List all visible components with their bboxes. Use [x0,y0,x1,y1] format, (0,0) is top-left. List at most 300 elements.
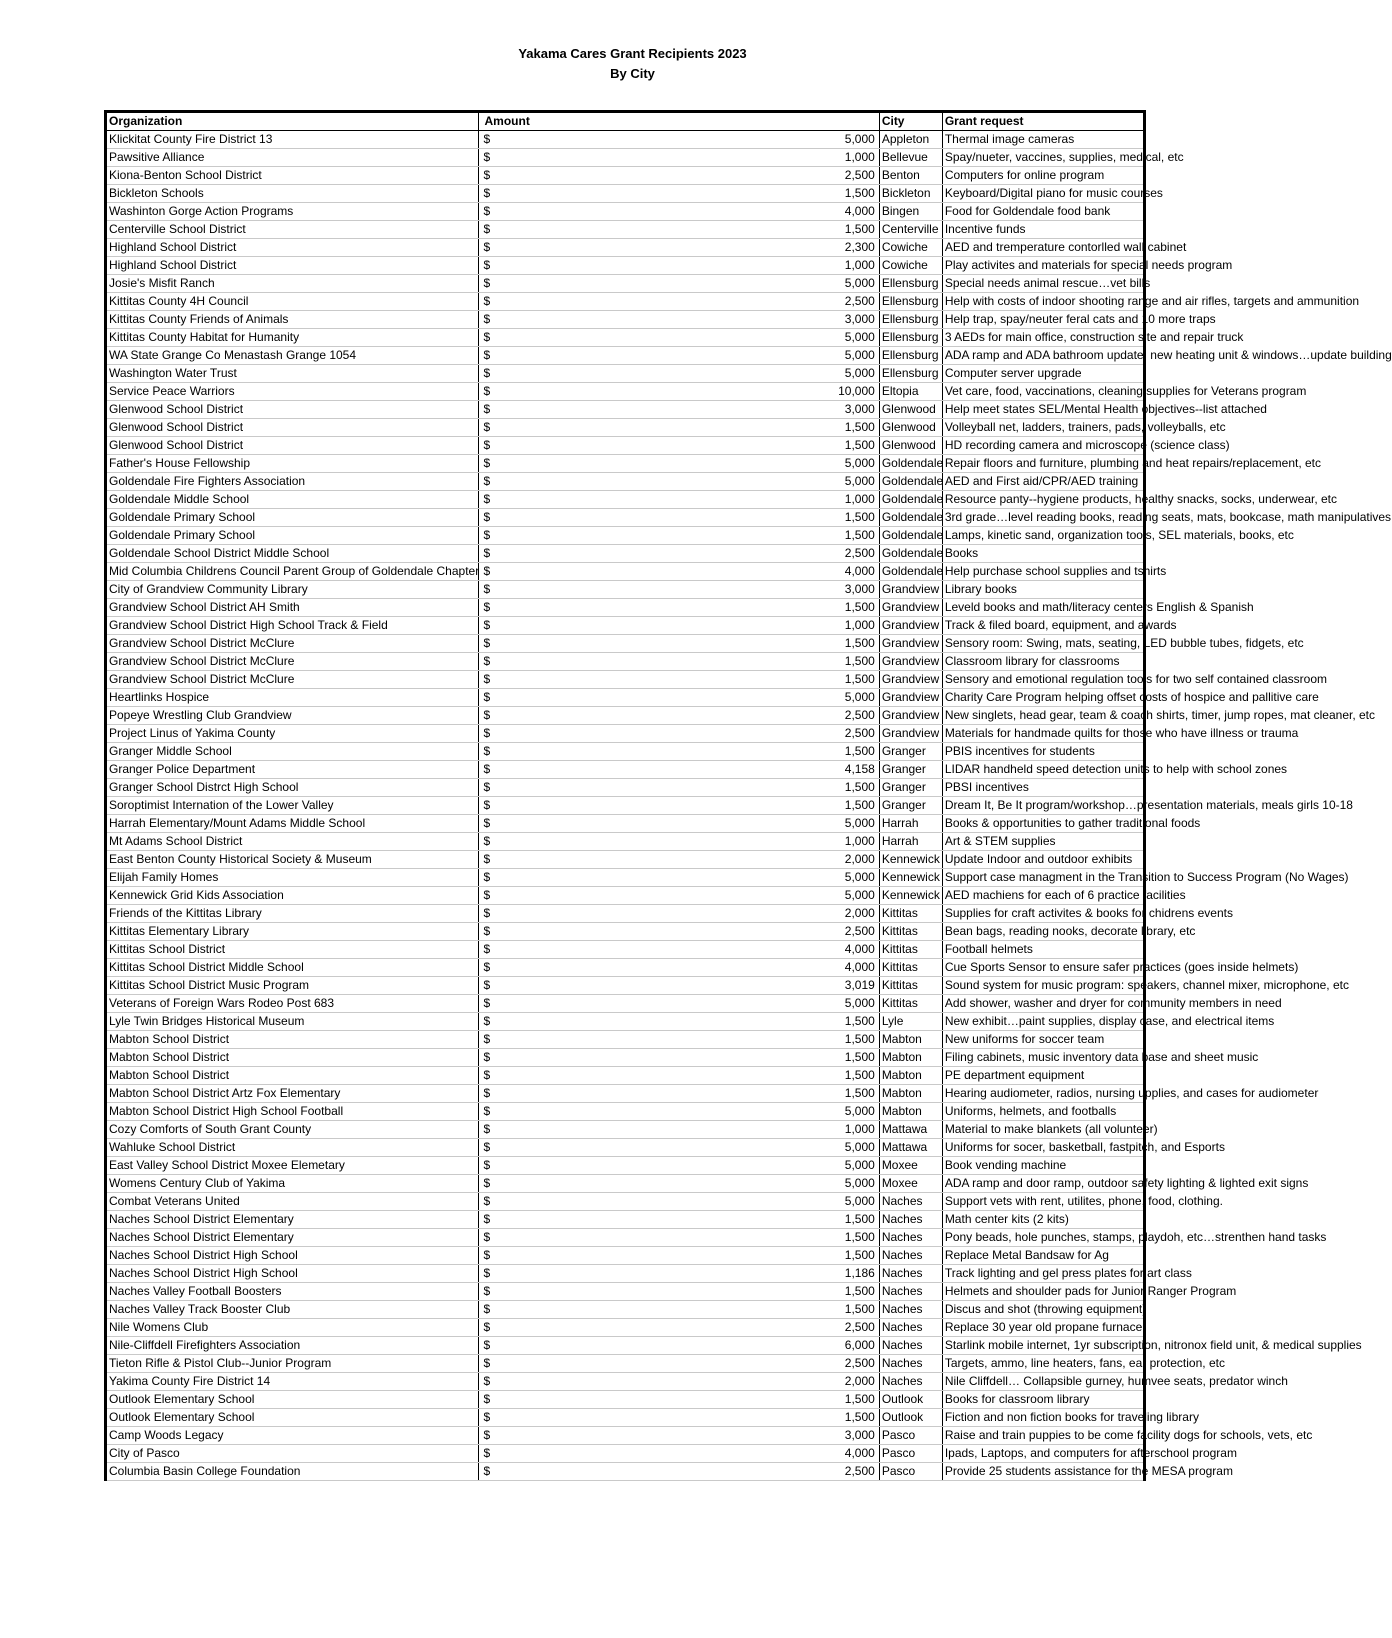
grant-request-cell: Volleyball net, ladders, trainers, pads, volleyballs, etc [942,419,1143,437]
table-row [107,149,1143,167]
city-cell: Naches [879,1193,942,1211]
city-cell: Mabton [879,1031,942,1049]
table-row [107,779,1143,797]
amount-cell: 1,000 [679,833,880,851]
header-organization: Organization [107,113,478,131]
amount-cell: 1,500 [679,1301,880,1319]
grant-request-cell: Support case managment in the Transition to Success Program (No Wages) [942,869,1143,887]
grant-request-cell: Targets, ammo, line heaters, fans, ear protection, etc [942,1355,1143,1373]
organization-cell: Grandview School District McClure [107,671,478,689]
city-cell: Glenwood [879,419,942,437]
amount-cell: 4,158 [679,761,880,779]
amount-cell: 2,500 [679,1319,880,1337]
table-row [107,689,1143,707]
currency-symbol: $ [478,707,679,725]
grant-request-cell: Lamps, kinetic sand, organization tools, SEL materials, books, etc [942,527,1143,545]
city-cell: Goldendale [879,563,942,581]
amount-cell: 1,500 [679,653,880,671]
table-row [107,239,1143,257]
city-cell: Ellensburg [879,293,942,311]
city-cell: Benton [879,167,942,185]
grant-request-cell: AED machiens for each of 6 practice facilities [942,887,1143,905]
table-row [107,1391,1143,1409]
amount-cell: 1,500 [679,635,880,653]
grant-request-cell: Books [942,545,1143,563]
amount-cell: 5,000 [679,347,880,365]
grant-request-cell: Computers for online program [942,167,1143,185]
organization-cell: Father's House Fellowship [107,455,478,473]
amount-cell: 4,000 [679,941,880,959]
currency-symbol: $ [478,1373,679,1391]
amount-cell: 1,500 [679,1247,880,1265]
table-row [107,1283,1143,1301]
organization-cell: Centerville School District [107,221,478,239]
currency-symbol: $ [478,905,679,923]
currency-symbol: $ [478,761,679,779]
currency-symbol: $ [478,1445,679,1463]
table-row [107,743,1143,761]
amount-cell: 2,500 [679,1463,880,1481]
header-grant-request: Grant request [942,113,1143,131]
organization-cell: Granger School Distrct High School [107,779,478,797]
city-cell: Mabton [879,1049,942,1067]
currency-symbol: $ [478,563,679,581]
grant-request-cell: Nile Cliffdell… Collapsible gurney, humvee seats, predator winch [942,1373,1143,1391]
city-cell: Mattawa [879,1139,942,1157]
amount-cell: 1,500 [679,419,880,437]
grant-request-cell: Sensory and emotional regulation tools for two self contained classroom [942,671,1143,689]
amount-cell: 2,500 [679,725,880,743]
grant-request-cell: Art & STEM supplies [942,833,1143,851]
grant-request-cell: Help trap, spay/neuter feral cats and 10 more traps [942,311,1143,329]
currency-symbol: $ [478,959,679,977]
organization-cell: Veterans of Foreign Wars Rodeo Post 683 [107,995,478,1013]
organization-cell: Project Linus of Yakima County [107,725,478,743]
city-cell: Glenwood [879,437,942,455]
organization-cell: Cozy Comforts of South Grant County [107,1121,478,1139]
amount-cell: 2,000 [679,1373,880,1391]
currency-symbol: $ [478,671,679,689]
currency-symbol: $ [478,149,679,167]
organization-cell: Combat Veterans United [107,1193,478,1211]
table-row [107,1355,1143,1373]
currency-symbol: $ [478,383,679,401]
amount-cell: 5,000 [679,473,880,491]
table-row [107,671,1143,689]
city-cell: Kennewick [879,869,942,887]
amount-cell: 2,500 [679,293,880,311]
grant-request-cell: Dream It, Be It program/workshop…presentation materials, meals girls 10-18 [942,797,1143,815]
organization-cell: Kittitas Elementary Library [107,923,478,941]
table-row [107,455,1143,473]
grant-request-cell: Support vets with rent, utilites, phone, food, clothing. [942,1193,1143,1211]
amount-cell: 4,000 [679,203,880,221]
table-row [107,1301,1143,1319]
city-cell: Lyle [879,1013,942,1031]
city-cell: Naches [879,1229,942,1247]
grant-request-cell: Materials for handmade quilts for those who have illness or trauma [942,725,1143,743]
organization-cell: Klickitat County Fire District 13 [107,131,478,149]
amount-cell: 1,500 [679,743,880,761]
organization-cell: Kittitas County Friends of Animals [107,311,478,329]
grant-request-cell: LIDAR handheld speed detection units to help with school zones [942,761,1143,779]
table-row [107,725,1143,743]
currency-symbol: $ [478,1355,679,1373]
organization-cell: Mabton School District [107,1067,478,1085]
currency-symbol: $ [478,257,679,275]
amount-cell: 1,000 [679,149,880,167]
currency-symbol: $ [478,509,679,527]
amount-cell: 5,000 [679,329,880,347]
currency-symbol: $ [478,527,679,545]
currency-symbol: $ [478,329,679,347]
city-cell: Grandview [879,707,942,725]
table-row [107,257,1143,275]
grant-request-cell: ADA ramp and door ramp, outdoor safety lighting & lighted exit signs [942,1175,1143,1193]
table-row [107,401,1143,419]
amount-cell: 3,000 [679,1427,880,1445]
currency-symbol: $ [478,689,679,707]
city-cell: Mabton [879,1103,942,1121]
currency-symbol: $ [478,815,679,833]
table-row [107,833,1143,851]
currency-symbol: $ [478,1391,679,1409]
organization-cell: Naches School District High School [107,1247,478,1265]
city-cell: Kittitas [879,941,942,959]
currency-symbol: $ [478,1229,679,1247]
table-row [107,509,1143,527]
amount-cell: 3,000 [679,311,880,329]
organization-cell: Heartlinks Hospice [107,689,478,707]
table-row [107,527,1143,545]
organization-cell: Kittitas County Habitat for Humanity [107,329,478,347]
table-row [107,1427,1143,1445]
city-cell: Grandview [879,671,942,689]
grant-request-cell: Keyboard/Digital piano for music courses [942,185,1143,203]
grant-request-cell: HD recording camera and microscope (science class) [942,437,1143,455]
grant-request-cell: Filing cabinets, music inventory data base and sheet music [942,1049,1143,1067]
amount-cell: 1,500 [679,509,880,527]
city-cell: Ellensburg [879,329,942,347]
organization-cell: City of Grandview Community Library [107,581,478,599]
city-cell: Kittitas [879,995,942,1013]
grant-request-cell: Repair floors and furniture, plumbing and heat repairs/replacement, etc [942,455,1143,473]
currency-symbol: $ [478,221,679,239]
currency-symbol: $ [478,1085,679,1103]
organization-cell: Washinton Gorge Action Programs [107,203,478,221]
amount-cell: 5,000 [679,275,880,293]
organization-cell: Service Peace Warriors [107,383,478,401]
currency-symbol: $ [478,365,679,383]
organization-cell: Womens Century Club of Yakima [107,1175,478,1193]
currency-symbol: $ [478,311,679,329]
city-cell: Grandview [879,581,942,599]
grant-request-cell: Starlink mobile internet, 1yr subscription, nitronox field unit, & medical supplies [942,1337,1143,1355]
city-cell: Grandview [879,689,942,707]
table-row [107,1193,1143,1211]
amount-cell: 5,000 [679,1193,880,1211]
currency-symbol: $ [478,1031,679,1049]
city-cell: Moxee [879,1157,942,1175]
table-body [107,131,1392,1481]
grant-request-cell: Incentive funds [942,221,1143,239]
amount-cell: 1,500 [679,1229,880,1247]
grant-request-cell: Thermal image cameras [942,131,1143,149]
city-cell: Goldendale [879,473,942,491]
table-row [107,905,1143,923]
currency-symbol: $ [478,455,679,473]
currency-symbol: $ [478,851,679,869]
city-cell: Pasco [879,1427,942,1445]
grant-request-cell: Math center kits (2 kits) [942,1211,1143,1229]
table-row [107,275,1143,293]
grant-request-cell: Classroom library for classrooms [942,653,1143,671]
city-cell: Mattawa [879,1121,942,1139]
table-row [107,941,1143,959]
amount-cell: 1,186 [679,1265,880,1283]
currency-symbol: $ [478,869,679,887]
document-title [0,44,1265,84]
table-header-row [107,113,1143,131]
header-city: City [879,113,942,131]
table-row [107,1103,1143,1121]
table-row [107,347,1143,365]
grant-request-cell: Bean bags, reading nooks, decorate library, etc [942,923,1143,941]
organization-cell: Naches School District Elementary [107,1211,478,1229]
table-row [107,437,1143,455]
grant-request-cell: Helmets and shoulder pads for Junior Ranger Program [942,1283,1143,1301]
amount-cell: 1,500 [679,779,880,797]
grant-request-cell: Help purchase school supplies and tshirts [942,563,1143,581]
grant-request-cell: Books & opportunities to gather traditional foods [942,815,1143,833]
grant-request-cell: Hearing audiometer, radios, nursing upplies, and cases for audiometer [942,1085,1143,1103]
organization-cell: Wahluke School District [107,1139,478,1157]
amount-cell: 1,500 [679,1013,880,1031]
currency-symbol: $ [478,779,679,797]
organization-cell: Goldendale Middle School [107,491,478,509]
table-row [107,419,1143,437]
organization-cell: Camp Woods Legacy [107,1427,478,1445]
organization-cell: Grandview School District McClure [107,653,478,671]
currency-symbol: $ [478,887,679,905]
grant-request-cell: Play activites and materials for special needs program [942,257,1143,275]
grant-request-cell: Food for Goldendale food bank [942,203,1143,221]
city-cell: Mabton [879,1067,942,1085]
amount-cell: 1,500 [679,1049,880,1067]
organization-cell: Mabton School District High School Football [107,1103,478,1121]
city-cell: Goldendale [879,491,942,509]
grant-request-cell: Material to make blankets (all volunteer) [942,1121,1143,1139]
grant-request-cell: Leveld books and math/literacy centers English & Spanish [942,599,1143,617]
city-cell: Kittitas [879,923,942,941]
city-cell: Kennewick [879,851,942,869]
organization-cell: Nile-Cliffdell Firefighters Association [107,1337,478,1355]
city-cell: Goldendale [879,455,942,473]
city-cell: Naches [879,1283,942,1301]
table-row [107,293,1143,311]
currency-symbol: $ [478,1409,679,1427]
organization-cell: Glenwood School District [107,419,478,437]
grant-request-cell: Add shower, washer and dryer for community members in need [942,995,1143,1013]
currency-symbol: $ [478,1013,679,1031]
grant-request-cell: Replace 30 year old propane furnace [942,1319,1143,1337]
amount-cell: 1,500 [679,797,880,815]
table-row [107,815,1143,833]
currency-symbol: $ [478,491,679,509]
currency-symbol: $ [478,923,679,941]
table-row [107,1031,1143,1049]
city-cell: Pasco [879,1445,942,1463]
city-cell: Cowiche [879,257,942,275]
amount-cell: 1,500 [679,185,880,203]
currency-symbol: $ [478,1247,679,1265]
table-row [107,1157,1143,1175]
city-cell: Eltopia [879,383,942,401]
city-cell: Granger [879,779,942,797]
grant-request-cell: Replace Metal Bandsaw for Ag [942,1247,1143,1265]
city-cell: Naches [879,1211,942,1229]
grant-request-cell: Update Indoor and outdoor exhibits [942,851,1143,869]
city-cell: Naches [879,1373,942,1391]
table-row [107,329,1143,347]
table-row [107,653,1143,671]
grant-request-cell: Vet care, food, vaccinations, cleaning supplies for Veterans program [942,383,1143,401]
table-row [107,959,1143,977]
grant-request-cell: Sound system for music program: speakers, channel mixer, microphone, etc [942,977,1143,995]
grant-request-cell: Library books [942,581,1143,599]
table-row [107,473,1143,491]
currency-symbol: $ [478,1427,679,1445]
table-row [107,923,1143,941]
header-amount: Amount [478,113,879,131]
city-cell: Kittitas [879,905,942,923]
amount-cell: 5,000 [679,1103,880,1121]
organization-cell: Granger Police Department [107,761,478,779]
table-row [107,185,1143,203]
grant-recipients-table [107,113,1392,1481]
grant-request-cell: Discus and shot (throwing equipment) [942,1301,1143,1319]
table-row [107,977,1143,995]
amount-cell: 2,500 [679,707,880,725]
organization-cell: Columbia Basin College Foundation [107,1463,478,1481]
table-row [107,563,1143,581]
organization-cell: Glenwood School District [107,401,478,419]
organization-cell: Tieton Rifle & Pistol Club--Junior Program [107,1355,478,1373]
city-cell: Naches [879,1319,942,1337]
organization-cell: Goldendale School District Middle School [107,545,478,563]
grant-request-cell: New uniforms for soccer team [942,1031,1143,1049]
organization-cell: Lyle Twin Bridges Historical Museum [107,1013,478,1031]
table-row [107,1211,1143,1229]
city-cell: Grandview [879,635,942,653]
organization-cell: Goldendale Primary School [107,509,478,527]
currency-symbol: $ [478,1463,679,1481]
city-cell: Kittitas [879,959,942,977]
organization-cell: Harrah Elementary/Mount Adams Middle School [107,815,478,833]
amount-cell: 2,000 [679,905,880,923]
table-row [107,1409,1143,1427]
organization-cell: Glenwood School District [107,437,478,455]
amount-cell: 1,500 [679,599,880,617]
currency-symbol: $ [478,293,679,311]
city-cell: Cowiche [879,239,942,257]
currency-symbol: $ [478,1067,679,1085]
table-row [107,617,1143,635]
grant-request-cell: Computer server upgrade [942,365,1143,383]
currency-symbol: $ [478,1049,679,1067]
amount-cell: 1,500 [679,671,880,689]
currency-symbol: $ [478,1121,679,1139]
table-row [107,635,1143,653]
table-row [107,311,1143,329]
table-row [107,995,1143,1013]
table-row [107,1373,1143,1391]
grant-request-cell: Book vending machine [942,1157,1143,1175]
amount-cell: 5,000 [679,1139,880,1157]
currency-symbol: $ [478,1301,679,1319]
currency-symbol: $ [478,401,679,419]
currency-symbol: $ [478,1193,679,1211]
grant-request-cell: Provide 25 students assistance for the MESA program [942,1463,1143,1481]
currency-symbol: $ [478,977,679,995]
table-row [107,203,1143,221]
grant-request-cell: Cue Sports Sensor to ensure safer practices (goes inside helmets) [942,959,1143,977]
city-cell: Granger [879,761,942,779]
city-cell: Goldendale [879,509,942,527]
table-row [107,1319,1143,1337]
city-cell: Ellensburg [879,275,942,293]
city-cell: Naches [879,1265,942,1283]
city-cell: Harrah [879,815,942,833]
amount-cell: 1,500 [679,1409,880,1427]
grant-request-cell: AED and tremperature contorlled wall cabinet [942,239,1143,257]
grant-table-container [104,110,1392,1481]
table-row [107,1085,1143,1103]
amount-cell: 3,000 [679,401,880,419]
table-row [107,491,1143,509]
amount-cell: 1,500 [679,1283,880,1301]
grant-request-cell: Football helmets [942,941,1143,959]
city-cell: Kittitas [879,977,942,995]
currency-symbol: $ [478,203,679,221]
grant-request-cell: Spay/nueter, vaccines, supplies, medical, etc [942,149,1143,167]
organization-cell: Grandview School District McClure [107,635,478,653]
organization-cell: Naches School District Elementary [107,1229,478,1247]
city-cell: Grandview [879,617,942,635]
currency-symbol: $ [478,995,679,1013]
grant-request-cell: AED and First aid/CPR/AED training [942,473,1143,491]
table-row [107,1463,1143,1481]
currency-symbol: $ [478,1319,679,1337]
amount-cell: 10,000 [679,383,880,401]
city-cell: Bickleton [879,185,942,203]
grant-request-cell: Uniforms for socer, basketball, fastpitch, and Esports [942,1139,1143,1157]
amount-cell: 5,000 [679,365,880,383]
currency-symbol: $ [478,419,679,437]
table-row [107,887,1143,905]
organization-cell: WA State Grange Co Menastash Grange 1054 [107,347,478,365]
amount-cell: 5,000 [679,1157,880,1175]
amount-cell: 5,000 [679,455,880,473]
grant-request-cell: Books for classroom library [942,1391,1143,1409]
organization-cell: Mt Adams School District [107,833,478,851]
city-cell: Outlook [879,1391,942,1409]
grant-request-cell: Charity Care Program helping offset costs of hospice and pallitive care [942,689,1143,707]
currency-symbol: $ [478,653,679,671]
grant-request-cell: ADA ramp and ADA bathroom update, new heating unit & windows…update building [942,347,1143,365]
currency-symbol: $ [478,545,679,563]
table-row [107,1337,1143,1355]
